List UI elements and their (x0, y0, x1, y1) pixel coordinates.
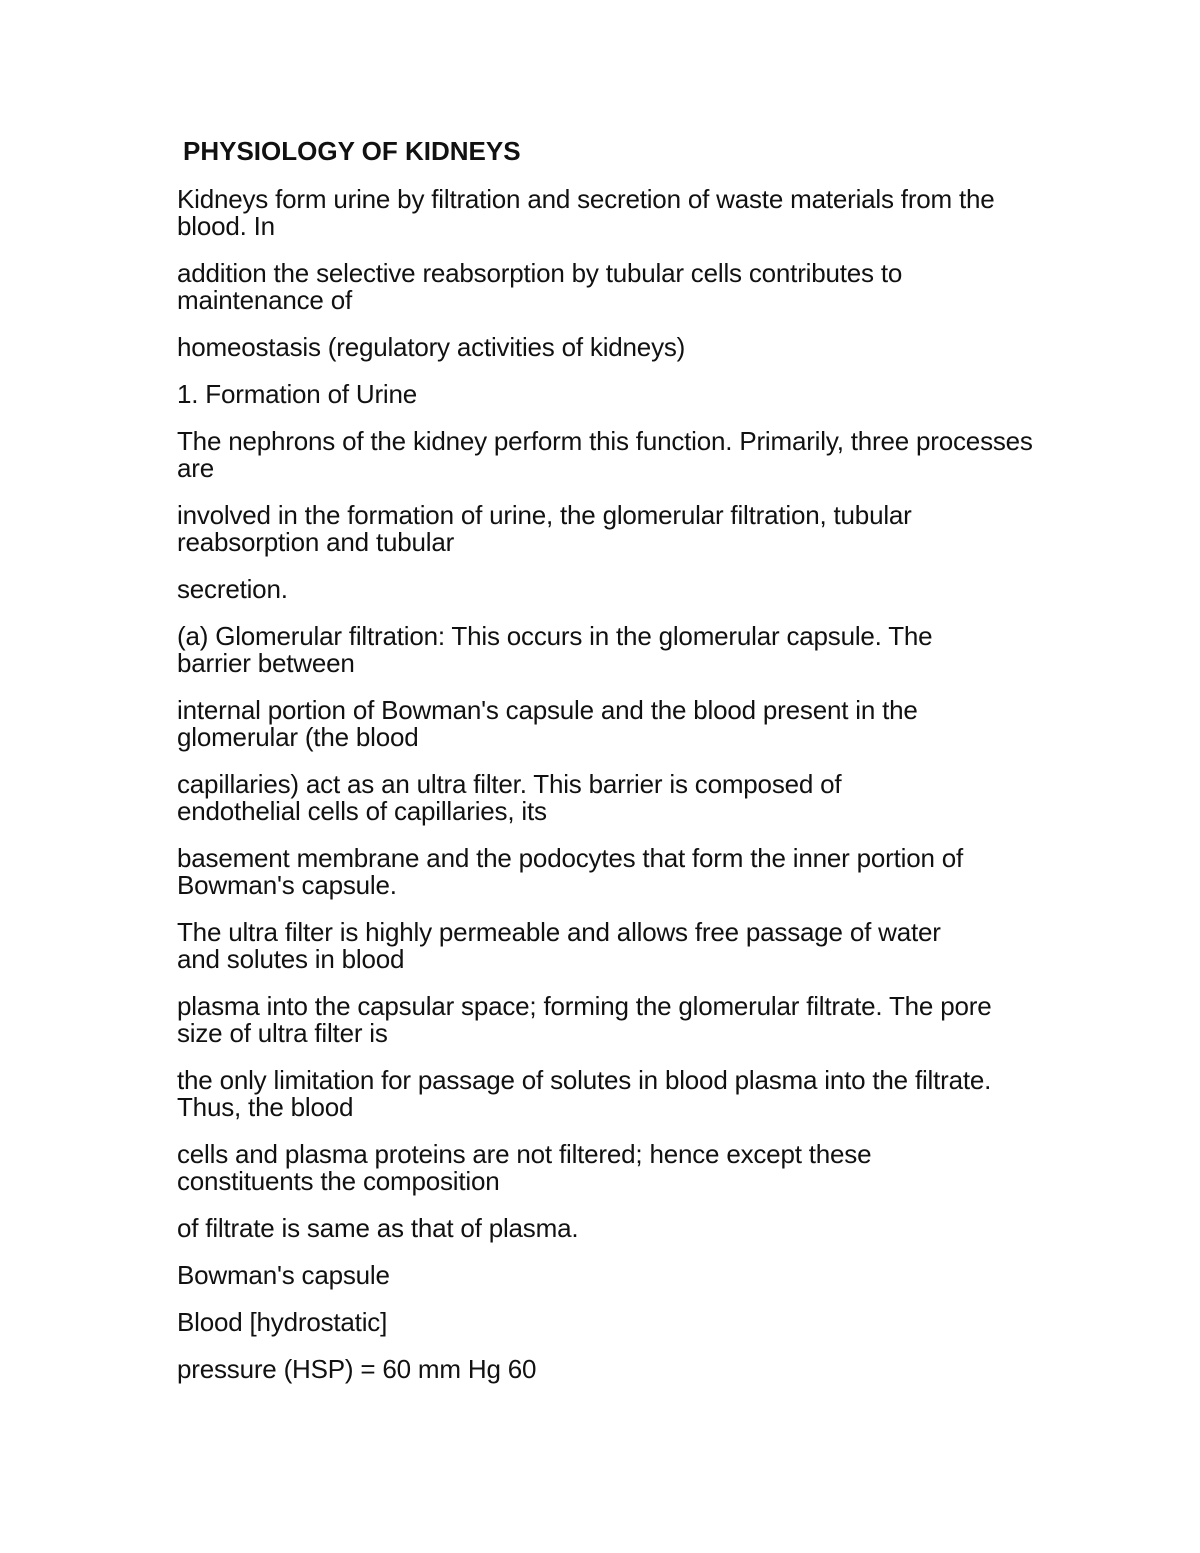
document-body (177, 134, 1047, 1383)
paragraph-9: internal portion of Bowman's capsule and the blood present in the glomerular (the blood (177, 695, 918, 752)
paragraph-14: the only limitation for passage of solutes in blood plasma into the filtrate. Thus, the blood (177, 1065, 992, 1122)
document-title: PHYSIOLOGY OF KIDNEYS (183, 136, 521, 166)
paragraph-18: Blood [hydrostatic] (177, 1307, 388, 1337)
paragraph-11: basement membrane and the podocytes that form the inner portion of Bowman's capsule. (177, 843, 964, 900)
paragraph-8: (a) Glomerular filtration: This occurs in the glomerular capsule. The barrier between (177, 621, 933, 678)
paragraph-3: homeostasis (regulatory activities of kidneys) (177, 332, 686, 362)
paragraph-4: 1. Formation of Urine (177, 379, 418, 409)
paragraph-13: plasma into the capsular space; forming the glomerular filtrate. The pore size of ultra filter is (177, 991, 992, 1048)
paragraph-12: The ultra filter is highly permeable and allows free passage of water and solutes in blood (177, 917, 941, 974)
paragraph-7: secretion. (177, 574, 288, 604)
paragraph-16: of filtrate is same as that of plasma. (177, 1213, 579, 1243)
paragraph-6: involved in the formation of urine, the glomerular filtration, tubular reabsorption and tubular (177, 500, 912, 557)
paragraph-5: The nephrons of the kidney perform this function. Primarily, three processes are (177, 426, 1033, 483)
paragraph-10: capillaries) act as an ultra filter. This barrier is composed of endothelial cells of capillaries, its (177, 769, 842, 826)
paragraph-2: addition the selective reabsorption by tubular cells contributes to maintenance of (177, 258, 903, 315)
paragraph-19: pressure (HSP) = 60 mm Hg 60 (177, 1354, 537, 1384)
paragraph-1: Kidneys form urine by filtration and secretion of waste materials from the blood. In (177, 184, 995, 241)
paragraph-15: cells and plasma proteins are not filtered; hence except these constituents the composition (177, 1139, 872, 1196)
paragraph-17: Bowman's capsule (177, 1260, 390, 1290)
